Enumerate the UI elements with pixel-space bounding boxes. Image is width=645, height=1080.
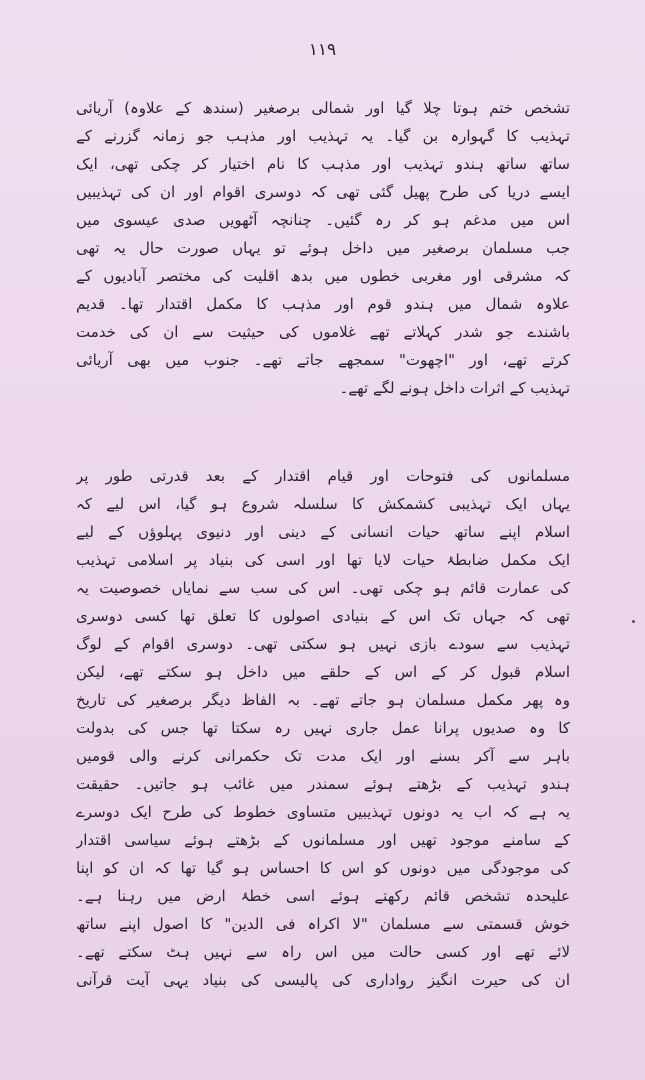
text-line: تشخص ختم ہوتا چلا گیا اور شمالی برصغیر (سندھ کے علاوہ) آریائی (76, 99, 570, 117)
text-line: تھی کہ جہاں تک اس کے بنیادی اصولوں کا تعلق تھا کسی دوسری (76, 607, 570, 625)
text-line: مسلمانوں کی فتوحات اور قیام اقتدار کے بعد قدرتی طور پر (76, 467, 570, 485)
text-line: باشندے جو شدر کہلاتے تھے غلاموں کی حیثیت سے ان کی خدمت (76, 323, 570, 341)
margin-dot (632, 620, 635, 623)
text-line: ان کی حیرت انگیز رواداری کی پالیسی کی بنیاد یہی آیت قرآنی (76, 971, 570, 989)
paragraph-2 (76, 462, 570, 994)
text-line: اسلام قبول کر کے اس کے حلقے میں داخل ہو سکتے تھے، لیکن (76, 663, 570, 681)
text-line: وہ پھر مکمل مسلمان ہو جاتے تھے۔ بہ الفاظ دیگر برصغیر کی تاریخ (76, 691, 570, 709)
text-line: ایک مکمل ضابطۂ حیات لایا تھا اور اسی کی بنیاد پر اسلامی تہذیب (76, 551, 570, 569)
text-line: یہاں ایک تہذیبی کشمکش کا سلسلہ شروع ہو گیا، اس لیے کہ (76, 495, 570, 513)
text-line: ساتھ ساتھ ہندو تہذیب اور مذہب کا نام اختیار کر چکی تھی، ایک (76, 155, 570, 173)
text-line: لائے تھے اور کسی حالت میں اس راہ سے نہیں ہٹ سکتے تھے۔ (76, 943, 570, 961)
text-line: اس میں مدغم ہو کر رہ گئیں۔ چنانچہ آٹھویں صدی عیسوی میں (76, 211, 570, 229)
text-line: کے سامنے موجود تھیں اور مسلمانوں کے بڑھتے ہوئے سیاسی اقتدار (76, 831, 570, 849)
page-number: ۱۱۹ (308, 40, 337, 60)
text-line: ہندو تہذیب کے بڑھتے ہوئے سمندر میں غائب ہو جاتیں۔ حقیقت (76, 775, 570, 793)
text-line: باہر سے آکر بسنے اور ایک مدت تک حکمرانی کرنے والی قومیں (76, 747, 570, 765)
paragraph-1 (76, 94, 570, 402)
text-line: جب مسلمان برصغیر میں داخل ہوئے تو یہاں صورت حال یہ تھی (76, 239, 570, 257)
text-line: تہذیب کے اثرات داخل ہونے لگے تھے۔ (339, 379, 570, 397)
text-line: یہ ہے کہ اب یہ دونوں تہذیبیں متساوی خطوط کی طرح ایک دوسرے (76, 803, 570, 821)
text-line: تہذیب کا گہوارہ بن گیا۔ یہ تہذیب اور مذہب جو زمانہ گزرنے کے (76, 127, 570, 145)
text-line: علیحدہ تشخص قائم رکھتے ہوئے اسی خطۂ ارض میں رہنا ہے۔ (76, 887, 570, 905)
text-line: کی موجودگی میں دونوں کو اس کا احساس ہو گیا تھا کہ ان کو اپنا (76, 859, 570, 877)
text-line: کہ مشرقی اور مغربی خطوں میں بدھ اقلیت کی مختصر آبادیوں کے (76, 267, 570, 285)
text-line: علاوہ شمال میں ہندو قوم اور مذہب کا مکمل اقتدار تھا۔ قدیم (76, 295, 570, 313)
text-line: تہذیب سے سودے بازی نہیں ہو سکتی تھی۔ دوسری اقوام کے لوگ (76, 635, 570, 653)
text-line: اسلام اپنے ساتھ حیات انسانی کے دینی اور دنیوی پہلوؤں کے لیے (76, 523, 570, 541)
text-line: کرتے تھے، اور "اچھوت" سمجھے جاتے تھے۔ جنوب میں بھی آریائی (76, 351, 570, 369)
text-line: کا وہ صدیوں پرانا عمل جاری نہیں رہ سکتا تھا جس کی بدولت (76, 719, 570, 737)
text-line: ایسے دریا کی طرح پھیل گئی تھی کہ دوسری اقوام اور ان کی تہذیبیں (76, 183, 570, 201)
text-line: کی عمارت قائم ہو چکی تھی۔ اس کی سب سے نمایاں خصوصیت یہ (76, 579, 570, 597)
text-line: خوش قسمتی سے مسلمان "لا اکراہ فی الدین" کا اصول اپنے ساتھ (76, 915, 570, 933)
